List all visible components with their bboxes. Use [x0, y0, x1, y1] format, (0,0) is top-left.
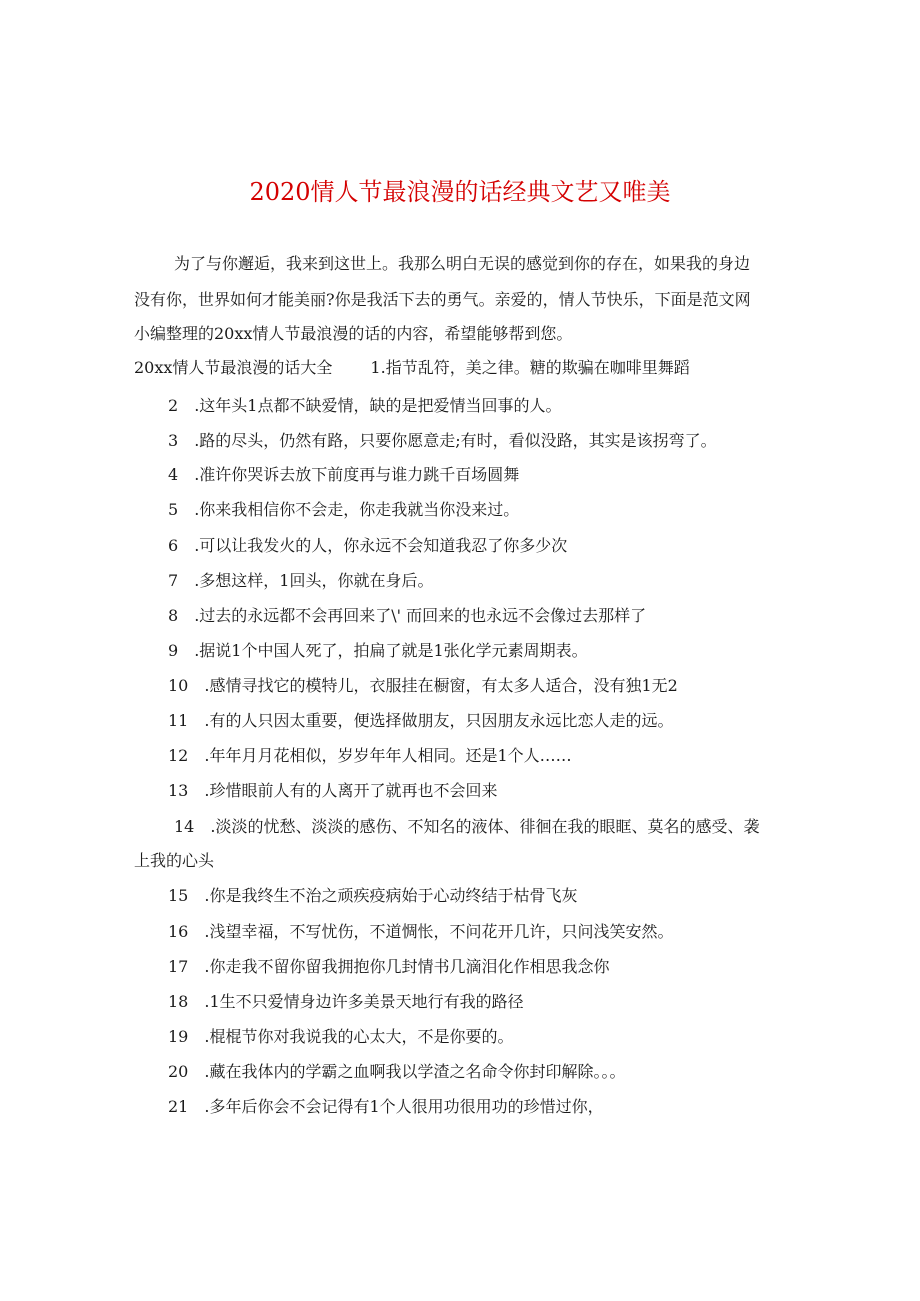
item-number: 13 [168, 781, 189, 800]
list-item [168, 536, 567, 556]
list-item [168, 1062, 625, 1082]
item-text: .路的尽头，仍然有路，只要你愿意走;有时，看似没路，其实是该拐弯了。 [194, 431, 717, 450]
list-item [168, 992, 524, 1012]
item-number: 9 [168, 641, 179, 660]
list-item [168, 781, 497, 801]
item-text: .淡淡的忧愁、淡淡的感伤、不知名的液体、徘徊在我的眼眶、莫名的感受、袭 [210, 817, 760, 836]
item-number: 18 [168, 992, 189, 1011]
intro-line-1: 为了与你邂逅，我来到这世上。我那么明白无误的感觉到你的存在，如果我的身边 [174, 254, 751, 273]
subheading-label: 20xx情人节最浪漫的话大全 [134, 358, 333, 377]
list-item [168, 957, 609, 977]
item-text: .多想这样，1回头，你就在身后。 [194, 571, 434, 590]
item-text: .有的人只因太重要，便选择做朋友，只因朋友永远比恋人走的远。 [204, 711, 674, 730]
item-number: 11 [168, 711, 189, 730]
item-text: .多年后你会不会记得有1个人很用功很用功的珍惜过你， [204, 1097, 604, 1116]
item-text: .这年头1点都不缺爱情，缺的是把爱情当回事的人。 [194, 396, 562, 415]
first-item-text: 1.指节乱符，美之律。糖的欺骗在咖啡里舞蹈 [370, 358, 690, 377]
item-text: .年年月月花相似，岁岁年年人相同。还是1个人…… [204, 746, 572, 765]
item-number: 6 [168, 536, 179, 555]
item-text: .1生不只爱情身边许多美景天地行有我的路径 [204, 992, 524, 1011]
item-text: .珍惜眼前人有的人离开了就再也不会回来 [204, 781, 498, 800]
item-number: 5 [168, 500, 179, 519]
item-number: 14 [174, 817, 195, 836]
intro-line-3: 小编整理的20xx情人节最浪漫的话的内容，希望能够帮到您。 [134, 324, 573, 343]
list-item [168, 746, 572, 766]
list-item [168, 500, 519, 520]
item-text: .准许你哭诉去放下前度再与谁力跳千百场圆舞 [194, 465, 520, 484]
item-number: 4 [168, 465, 179, 484]
item-text: .感情寻找它的模特儿，衣服挂在橱窗，有太多人适合，没有独1无2 [204, 676, 678, 695]
item-number: 16 [168, 922, 189, 941]
item-number: 8 [168, 606, 179, 625]
item-number: 21 [168, 1097, 189, 1116]
list-item [168, 922, 673, 942]
item-text: .你是我终生不治之顽疾疫病始于心动终结于枯骨飞灰 [204, 886, 578, 905]
item-number: 10 [168, 676, 189, 695]
list-item [174, 817, 759, 837]
item-number: 17 [168, 957, 189, 976]
item-text: .你走我不留你留我拥抱你几封情书几滴泪化作相思我念你 [204, 957, 610, 976]
list-item [168, 1027, 513, 1047]
item-number: 2 [168, 396, 179, 415]
item-text: .你来我相信你不会走，你走我就当你没来过。 [194, 500, 520, 519]
item-number: 19 [168, 1027, 189, 1046]
item-text: .可以让我发火的人，你永远不会知道我忍了你多少次 [194, 536, 568, 555]
item-text: .棍棍节你对我说我的心太大，不是你要的。 [204, 1027, 514, 1046]
item-number: 20 [168, 1062, 189, 1081]
list-item [168, 571, 433, 591]
list-item [168, 1097, 604, 1117]
item-number: 7 [168, 571, 179, 590]
list-item [168, 711, 673, 731]
list-item [168, 641, 588, 661]
list-item [168, 886, 577, 906]
item-text: .藏在我体内的学霸之血啊我以学渣之名命令你封印解除。。。 [204, 1062, 626, 1081]
list-item-continuation: 上我的心头 [134, 851, 215, 870]
intro-line-2: 没有你，世界如何才能美丽?你是我活下去的勇气。亲爱的，情人节快乐，下面是范文网 [134, 290, 751, 309]
item-text: .过去的永远都不会再回来了\' 而回来的也永远不会像过去那样了 [194, 606, 647, 625]
list-item [168, 606, 646, 626]
page-title: 2020情人节最浪漫的话经典文艺又唯美 [249, 178, 671, 206]
list-item [168, 396, 561, 416]
item-number: 15 [168, 886, 189, 905]
list-item [168, 431, 717, 451]
list-item [168, 465, 519, 485]
item-text: .浅望幸福，不写忧伤，不道惆怅，不问花开几许，只问浅笑安然。 [204, 922, 674, 941]
list-subheading [134, 358, 690, 378]
item-text: .据说1个中国人死了，拍扁了就是1张化学元素周期表。 [194, 641, 588, 660]
list-item [168, 676, 678, 696]
item-number: 3 [168, 431, 179, 450]
item-number: 12 [168, 746, 189, 765]
